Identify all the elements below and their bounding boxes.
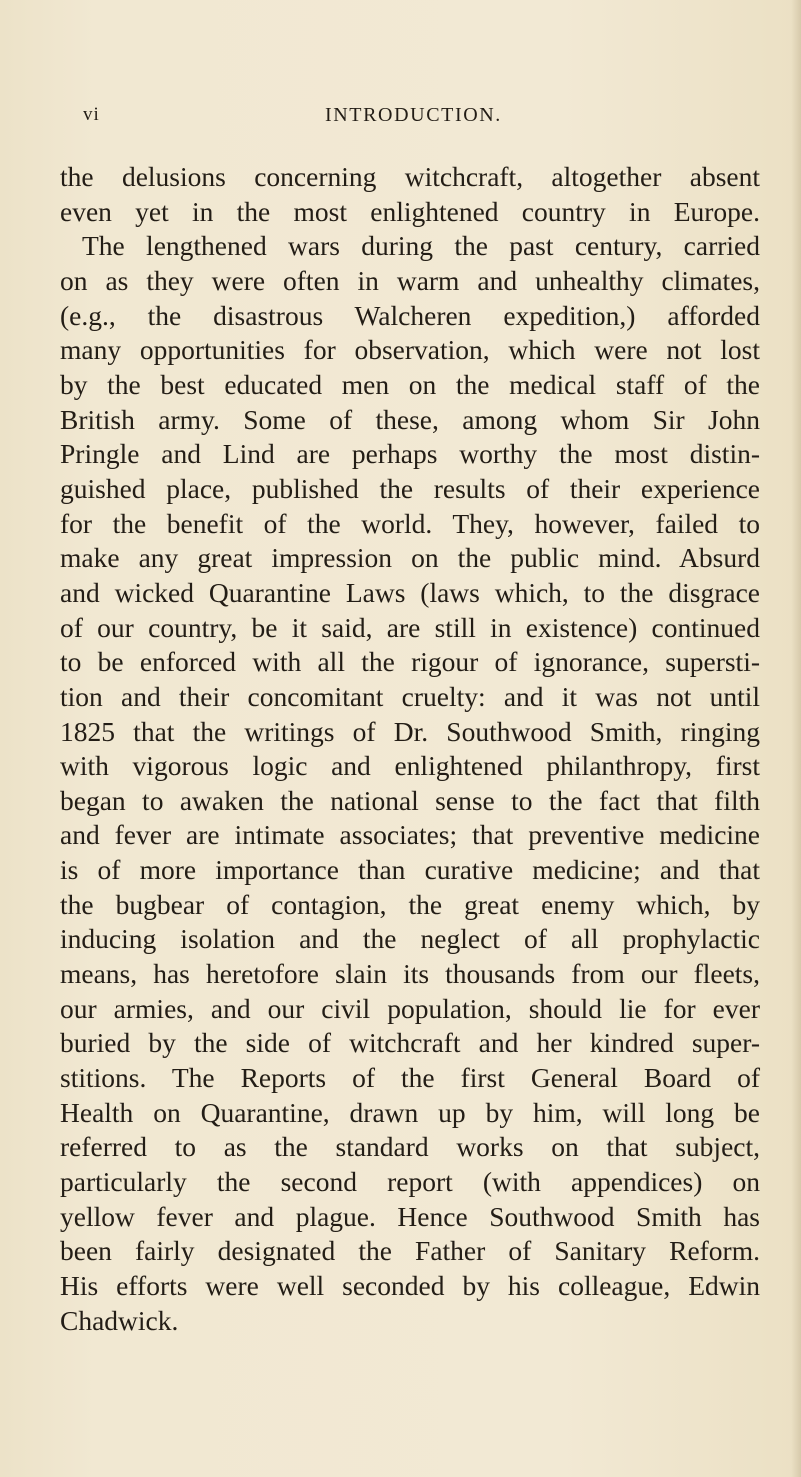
page-header bbox=[80, 104, 770, 134]
text-line: inducing isolation and the neglect of all prophylactic bbox=[60, 923, 760, 955]
text-line: guished place, published the results of their experience bbox=[60, 472, 760, 504]
text-line: began to awaken the national sense to the fact that filth bbox=[60, 784, 760, 816]
text-line: yellow fever and plague. Hence Southwood Smith has bbox=[60, 1200, 760, 1232]
text-line: tion and their concomitant cruelty: and it was not until bbox=[60, 680, 760, 712]
page-number: vi bbox=[83, 104, 100, 125]
text-line: make any great impression on the public mind. Absurd bbox=[60, 542, 760, 574]
text-line: of our country, be it said, are still in existence) continued bbox=[60, 611, 760, 643]
text-line: even yet in the most enlightened country in Europe. bbox=[60, 195, 760, 227]
text-line: stitions. The Reports of the first General Board of bbox=[60, 1062, 760, 1094]
text-line: is of more importance than curative medicine; and that bbox=[60, 854, 760, 886]
text-line: with vigorous logic and enlightened philanthropy, first bbox=[60, 750, 760, 782]
text-line: means, has heretofore slain its thousands from our fleets, bbox=[60, 958, 760, 990]
text-line: referred to as the standard works on that subject, bbox=[60, 1131, 760, 1163]
text-line: on as they were often in warm and unhealthy climates, bbox=[60, 264, 760, 296]
text-line: Health on Quarantine, drawn up by him, will long be bbox=[60, 1096, 760, 1128]
text-line: The lengthened wars during the past century, carried bbox=[82, 230, 760, 262]
text-line: Pringle and Lind are perhaps worthy the most distin- bbox=[60, 438, 760, 470]
running-head: INTRODUCTION. bbox=[325, 104, 502, 126]
text-line: His efforts were well seconded by his colleague, Edwin bbox=[60, 1270, 760, 1301]
text-line: Chadwick. bbox=[60, 1304, 179, 1336]
text-line: to be enforced with all the rigour of ignorance, supersti- bbox=[60, 646, 760, 678]
text-line: British army. Some of these, among whom Sir John bbox=[60, 403, 760, 435]
text-line: 1825 that the writings of Dr. Southwood Smith, ringing bbox=[60, 715, 760, 747]
text-line: by the best educated men on the medical staff of the bbox=[60, 368, 760, 400]
text-line: the delusions concerning witchcraft, altogether absent bbox=[60, 161, 760, 192]
text-line: many opportunities for observation, which were not lost bbox=[60, 334, 760, 366]
text-line: buried by the side of witchcraft and her kindred super- bbox=[60, 1027, 760, 1059]
text-line: and wicked Quarantine Laws (laws which, to the disgrace bbox=[60, 576, 760, 608]
text-line: (e.g., the disastrous Walcheren expedition,) afforded bbox=[60, 299, 760, 331]
page-edge-shadow bbox=[791, 0, 801, 1477]
text-line: and fever are intimate associates; that preventive medicine bbox=[60, 819, 760, 851]
text-line: the bugbear of contagion, the great enemy which, by bbox=[60, 888, 760, 920]
text-line: our armies, and our civil population, should lie for ever bbox=[60, 992, 760, 1024]
body-text bbox=[60, 160, 760, 1338]
text-line: for the benefit of the world. They, however, failed to bbox=[60, 507, 760, 539]
text-line: particularly the second report (with appendices) on bbox=[60, 1166, 760, 1198]
text-line: been fairly designated the Father of Sanitary Reform. bbox=[60, 1235, 760, 1267]
